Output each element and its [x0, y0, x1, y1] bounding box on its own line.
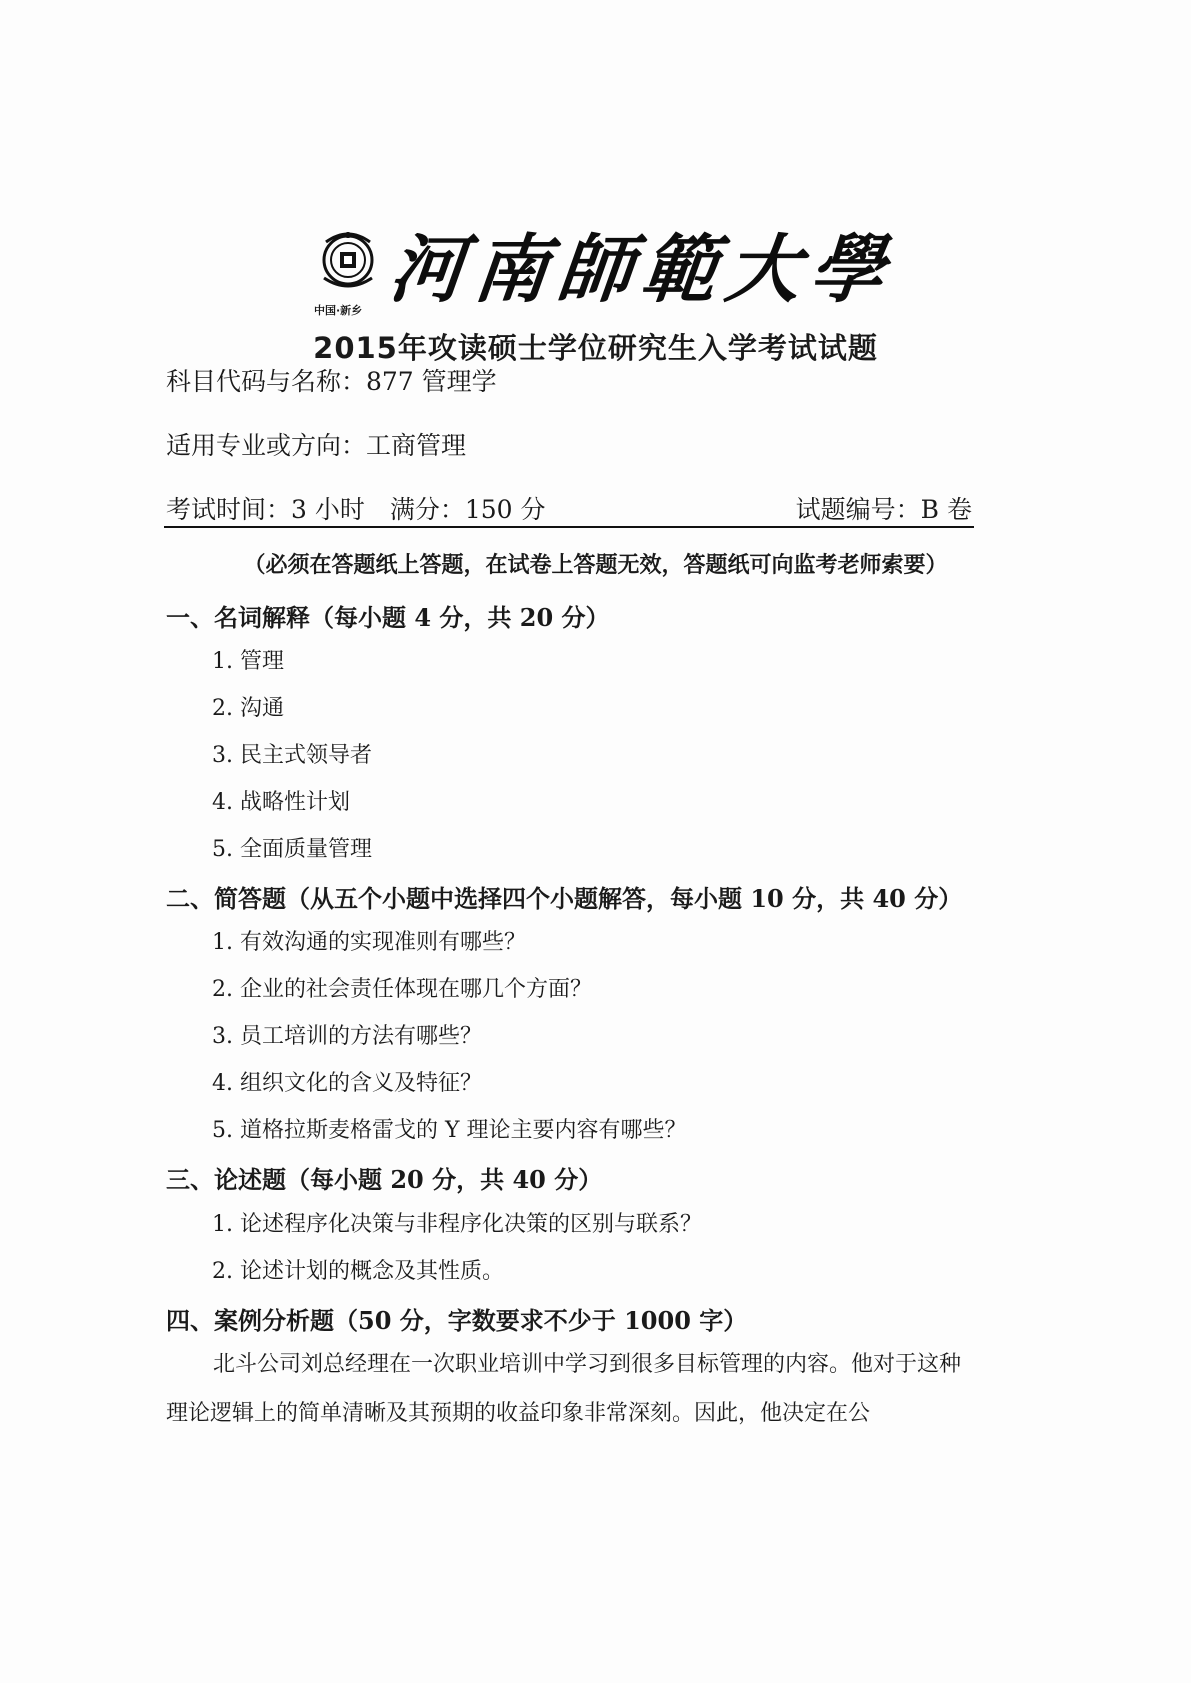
section-4-heading: 四、案例分析题（50 分，字数要求不少于 1000 字） — [166, 1306, 748, 1335]
section-1-item: 1. 管理 — [212, 649, 284, 674]
section-1-item: 4. 战略性计划 — [212, 790, 350, 815]
exam-title: 2015年攻读硕士学位研究生入学考试试题 — [313, 331, 878, 365]
section-1-item: 3. 民主式领导者 — [212, 743, 372, 768]
section-2-item: 2. 企业的社会责任体现在哪几个方面？ — [212, 977, 592, 1002]
emblem-caption: 中国·新乡 — [314, 304, 363, 317]
university-emblem-icon — [318, 228, 378, 298]
case-paragraph: 北斗公司刘总经理在一次职业培训中学习到很多目标管理的内容。他对于这种理论逻辑上的简单清晰及其预期的收益印象非常深刻。因此，他决定在公 — [166, 1352, 962, 1426]
university-name: 河南師範大學 — [385, 227, 899, 313]
section-3-item: 1. 论述程序化决策与非程序化决策的区别与联系？ — [212, 1212, 702, 1237]
paper-code-text: 试题编号：B 卷 — [795, 495, 972, 524]
section-2-item: 5. 道格拉斯麦格雷戈的 Y 理论主要内容有哪些？ — [212, 1118, 687, 1143]
time-score-text: 考试时间：3 小时 满分：150 分 — [166, 495, 546, 524]
university-masthead — [310, 222, 899, 322]
section-1-item: 5. 全面质量管理 — [212, 837, 372, 862]
section-1-item: 2. 沟通 — [212, 696, 284, 721]
section-1-heading: 一、名词解释（每小题 4 分，共 20 分） — [166, 603, 610, 632]
section-3-item: 2. 论述计划的概念及其性质。 — [212, 1259, 504, 1284]
major-line: 适用专业或方向：工商管理 — [166, 431, 467, 460]
section-2-heading: 二、简答题（从五个小题中选择四个小题解答，每小题 10 分，共 40 分） — [166, 884, 963, 913]
section-2-item: 4. 组织文化的含义及特征？ — [212, 1071, 482, 1096]
exam-info-row — [166, 490, 972, 526]
answer-notice: （必须在答题纸上答题，在试卷上答题无效，答题纸可向监考老师索要） — [243, 553, 948, 578]
section-3-heading: 三、论述题（每小题 20 分，共 40 分） — [166, 1165, 603, 1194]
section-2-item: 1. 有效沟通的实现准则有哪些？ — [212, 930, 526, 955]
subject-line: 科目代码与名称：877 管理学 — [166, 367, 497, 396]
section-2-item: 3. 员工培训的方法有哪些？ — [212, 1024, 482, 1049]
header-rule — [164, 526, 974, 528]
